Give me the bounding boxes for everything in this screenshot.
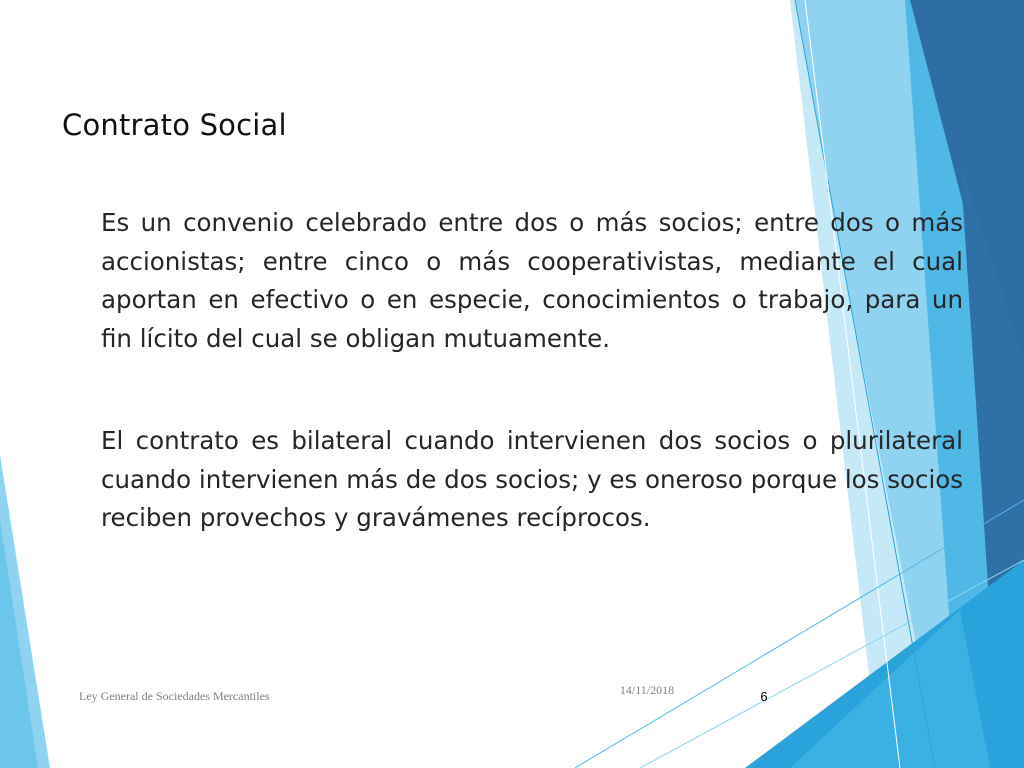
footer-date: 14/11/2018 (619, 683, 675, 697)
paragraph-definition: Es un convenio celebrado entre dos o más socios; entre dos o más accionistas; entre cinco o más cooperativistas, mediante el cual aportan en efectivo o en especie, conocimientos o trabajo, para un fin lícito del cual se obligan mutuamente. (101, 208, 963, 353)
footer-text: Ley General de Sociedades Mercantiles (79, 689, 270, 703)
slide-title: Contrato Social (62, 108, 287, 142)
paragraph-types: El contrato es bilateral cuando intervienen dos socios o plurilateral cuando intervienen más de dos socios; y es oneroso porque los socios reciben provechos y gravámenes recíprocos. (101, 426, 963, 532)
slide-number: 6 (760, 689, 768, 704)
